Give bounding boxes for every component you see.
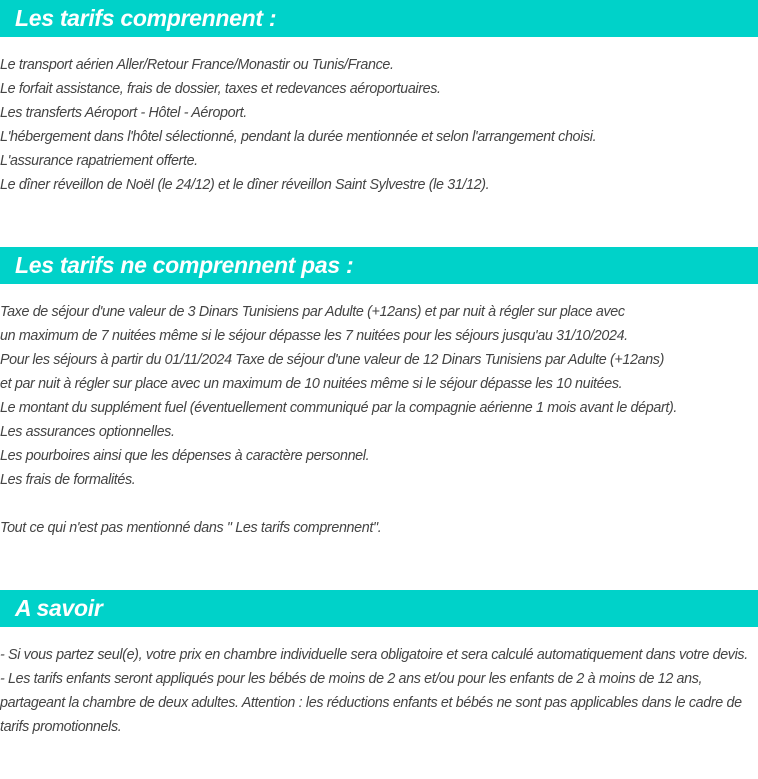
section-header-good-to-know: A savoir <box>0 590 758 627</box>
included-item: Les transferts Aéroport - Hôtel - Aéroport. <box>0 105 247 121</box>
good-to-know-paragraph: - Les tarifs enfants seront appliqués pour les bébés de moins de 2 ans et/ou pour les enfants de 2 à moins de 12 ans, partageant la chambre de deux adultes. Attention : les réductions enfants et bébés ne sont pas applicables dans le cadre de tarifs promotionnels. <box>0 671 742 735</box>
spacer <box>0 492 758 516</box>
included-item: L'hébergement dans l'hôtel sélectionné, pendant la durée mentionnée et selon l'arrangement choisi. <box>0 129 597 145</box>
not-included-item: Pour les séjours à partir du 01/11/2024 Taxe de séjour d'une valeur de 12 Dinars Tunisiens par Adulte (+12ans) <box>0 352 665 368</box>
included-item: Le forfait assistance, frais de dossier, taxes et redevances aéroportuaires. <box>0 81 441 97</box>
not-included-item: Les frais de formalités. <box>0 472 136 488</box>
not-included-item: Les assurances optionnelles. <box>0 424 175 440</box>
section-body-included <box>0 53 758 197</box>
section-header-not-included: Les tarifs ne comprennent pas : <box>0 247 758 284</box>
not-included-item: un maximum de 7 nuitées même si le séjour dépasse les 7 nuitées pour les séjours jusqu'au 31/10/2024. <box>0 328 628 344</box>
included-item: Le transport aérien Aller/Retour France/Monastir ou Tunis/France. <box>0 57 394 73</box>
not-included-item: et par nuit à régler sur place avec un maximum de 10 nuitées même si le séjour dépasse les 10 nuitées. <box>0 376 623 392</box>
section-body-good-to-know <box>0 643 758 739</box>
section-body-not-included <box>0 300 758 540</box>
not-included-item: Taxe de séjour d'une valeur de 3 Dinars Tunisiens par Adulte (+12ans) et par nuit à régler sur place avec <box>0 304 625 320</box>
good-to-know-paragraph: - Si vous partez seul(e), votre prix en chambre individuelle sera obligatoire et sera calculé automatiquement dans votre devis. <box>0 647 748 663</box>
included-item: Le dîner réveillon de Noël (le 24/12) et le dîner réveillon Saint Sylvestre (le 31/12). <box>0 177 490 193</box>
not-included-item: Les pourboires ainsi que les dépenses à caractère personnel. <box>0 448 370 464</box>
not-included-item: Le montant du supplément fuel (éventuellement communiqué par la compagnie aérienne 1 mois avant le départ). <box>0 400 678 416</box>
section-header-included: Les tarifs comprennent : <box>0 0 758 37</box>
not-included-note: Tout ce qui n'est pas mentionné dans " Les tarifs comprennent". <box>0 520 382 536</box>
included-item: L'assurance rapatriement offerte. <box>0 153 198 169</box>
